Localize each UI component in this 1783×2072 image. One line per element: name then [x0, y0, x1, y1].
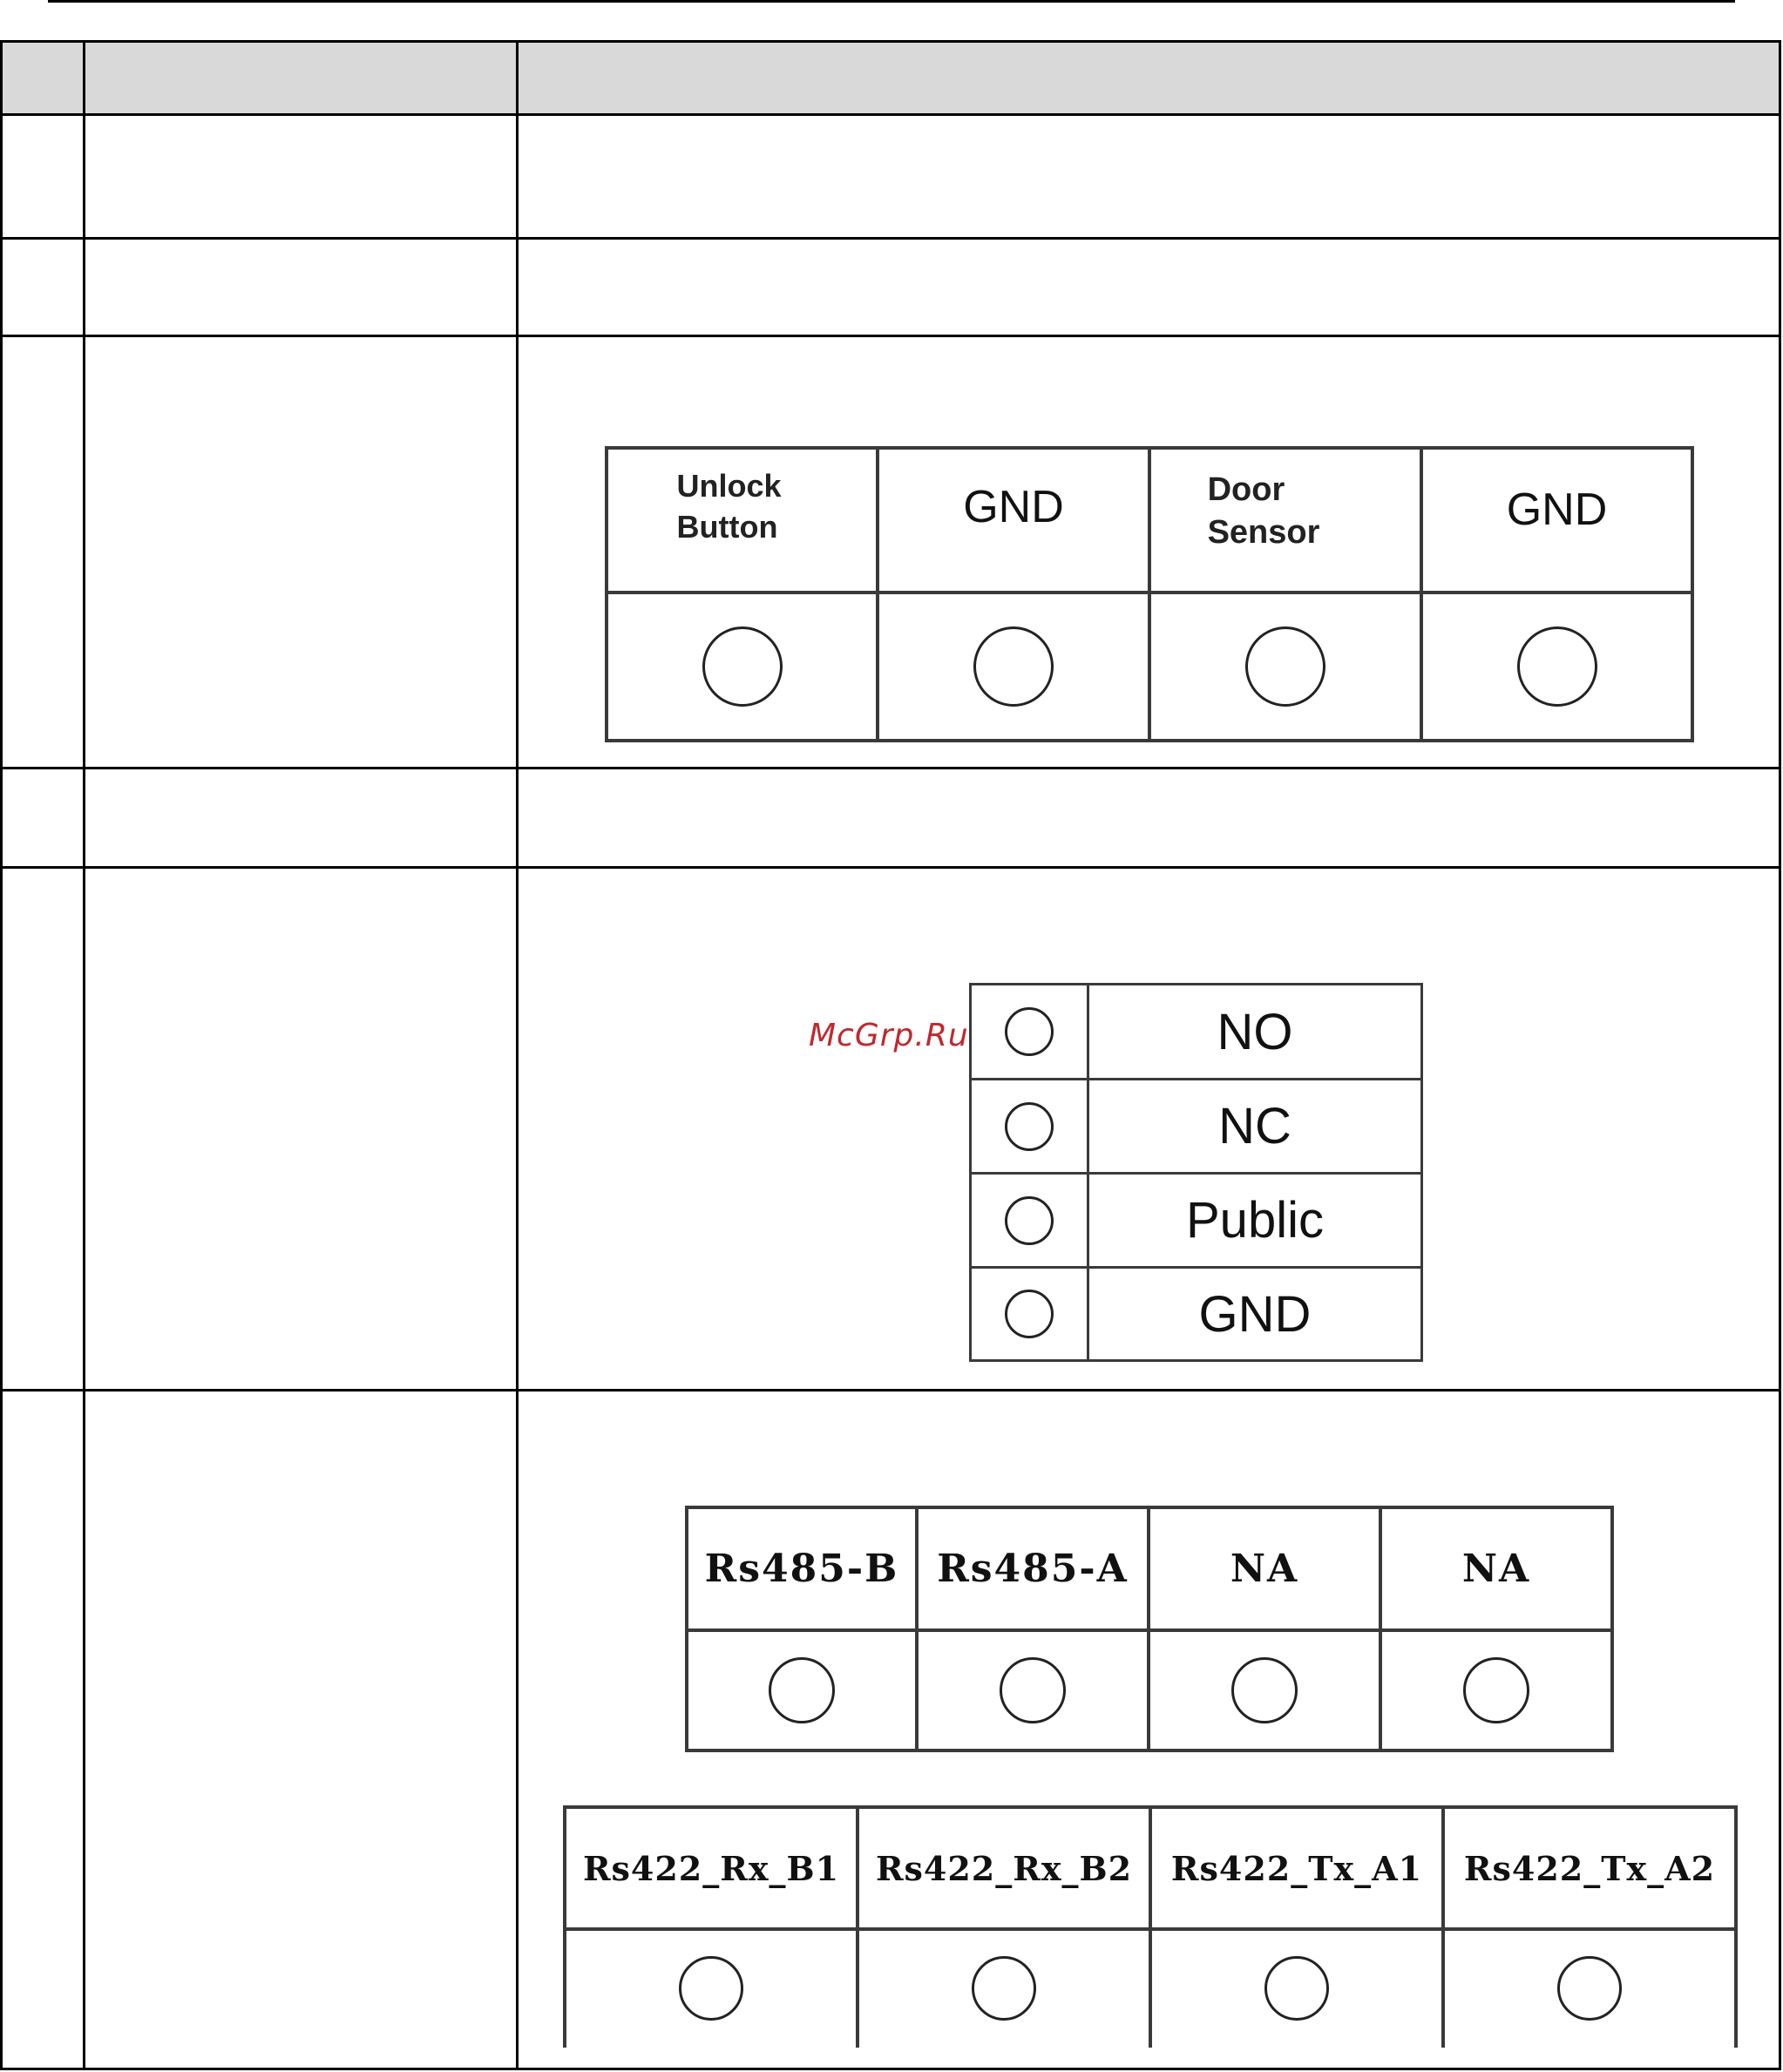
terminal-circle: [1264, 1956, 1329, 2021]
terminal-label-cell: [1147, 1506, 1382, 1632]
terminal-label-cell: [915, 1506, 1150, 1632]
terminal-label-cell: [1087, 983, 1423, 1080]
terminal-circle-cell: [969, 983, 1089, 1080]
terminal-circle: [1463, 1657, 1529, 1723]
terminal-circle: [1005, 1102, 1054, 1151]
terminal-circle: [972, 1956, 1036, 2021]
terminal-circle: [1517, 626, 1597, 707]
column-divider: [516, 40, 519, 2070]
row-divider: [0, 767, 1781, 769]
column-divider: [83, 40, 85, 2070]
terminal-circle: [1005, 1007, 1054, 1056]
row-divider: [0, 866, 1781, 869]
terminal-circle: [1005, 1290, 1054, 1338]
terminal-circle-cell: [969, 1266, 1089, 1362]
top-rule: [48, 0, 1735, 3]
terminal-circle-cell: [685, 1628, 919, 1752]
terminal-label: Rs422_Tx_A1: [1170, 1848, 1423, 1888]
terminal-circle-cell: [856, 1927, 1152, 2048]
terminal-circle-cell: [1148, 591, 1423, 742]
terminal-circle: [1557, 1956, 1622, 2021]
terminal-circle: [1000, 1657, 1066, 1723]
terminal-circle-cell: [605, 591, 879, 742]
terminal-circle: [1231, 1657, 1298, 1723]
row-divider: [0, 2068, 1781, 2070]
terminal-circle-cell: [1147, 1628, 1382, 1752]
table-header-row: [0, 40, 1781, 113]
terminal-circle-cell: [1441, 1927, 1738, 2048]
watermark: McGrp.Ru: [809, 1018, 969, 1053]
terminal-label-cell: [1379, 1506, 1614, 1632]
terminal-label-cell: [1149, 1805, 1445, 1931]
column-divider: [1779, 40, 1781, 2070]
row-divider: [0, 335, 1781, 337]
terminal-label-cell: [605, 446, 879, 594]
row-divider: [0, 40, 1781, 43]
terminal-label: Rs422_Rx_B2: [875, 1848, 1133, 1888]
terminal-label: NA: [1230, 1547, 1299, 1591]
terminal-label-cell: [876, 446, 1151, 594]
terminal-label: NA: [1461, 1547, 1531, 1591]
terminal-circle: [702, 626, 783, 707]
terminal-circle: [973, 626, 1054, 707]
terminal-label-cell: [1441, 1805, 1738, 1931]
terminal-label: Unlock Button: [676, 468, 782, 545]
terminal-label: GND: [963, 482, 1064, 532]
terminal-label: GND: [1198, 1285, 1312, 1343]
row-divider: [0, 113, 1781, 116]
terminal-table: [0, 40, 1781, 2070]
terminal-circle-cell: [1149, 1927, 1445, 2048]
terminal-label: Door Sensor: [1207, 471, 1320, 551]
terminal-label-cell: [563, 1805, 859, 1931]
terminal-label-cell: [1087, 1266, 1423, 1362]
terminal-circle-cell: [876, 591, 1151, 742]
terminal-label: Rs485-A: [937, 1547, 1129, 1591]
terminal-circle-cell: [1379, 1628, 1614, 1752]
terminal-label: Rs422_Rx_B1: [582, 1848, 840, 1888]
terminal-label: NC: [1218, 1098, 1291, 1154]
terminal-label-cell: [856, 1805, 1152, 1931]
terminal-label: Rs485-B: [704, 1547, 899, 1591]
terminal-label-cell: [1087, 1078, 1423, 1175]
terminal-circle: [1245, 626, 1325, 707]
terminal-circle-cell: [969, 1172, 1089, 1269]
terminal-label-cell: [1087, 1172, 1423, 1269]
terminal-circle-cell: [563, 1927, 859, 2048]
terminal-label: GND: [1506, 484, 1608, 535]
terminal-circle-cell: [915, 1628, 1150, 1752]
terminal-label: Rs422_Tx_A2: [1463, 1848, 1716, 1888]
terminal-label-cell: [685, 1506, 919, 1632]
column-divider: [0, 40, 3, 2070]
terminal-label: NO: [1217, 1003, 1293, 1060]
terminal-circle: [1005, 1196, 1054, 1245]
terminal-circle: [679, 1956, 743, 2021]
terminal-label: Public: [1186, 1192, 1324, 1249]
rs422-diagram: [563, 1805, 1739, 2048]
terminal-label-cell: [1148, 446, 1423, 594]
row-divider: [0, 237, 1781, 240]
row-divider: [0, 1389, 1781, 1391]
terminal-circle-cell: [1420, 591, 1694, 742]
terminal-label-cell: [1420, 446, 1694, 594]
terminal-circle: [769, 1657, 835, 1723]
terminal-circle-cell: [969, 1078, 1089, 1175]
